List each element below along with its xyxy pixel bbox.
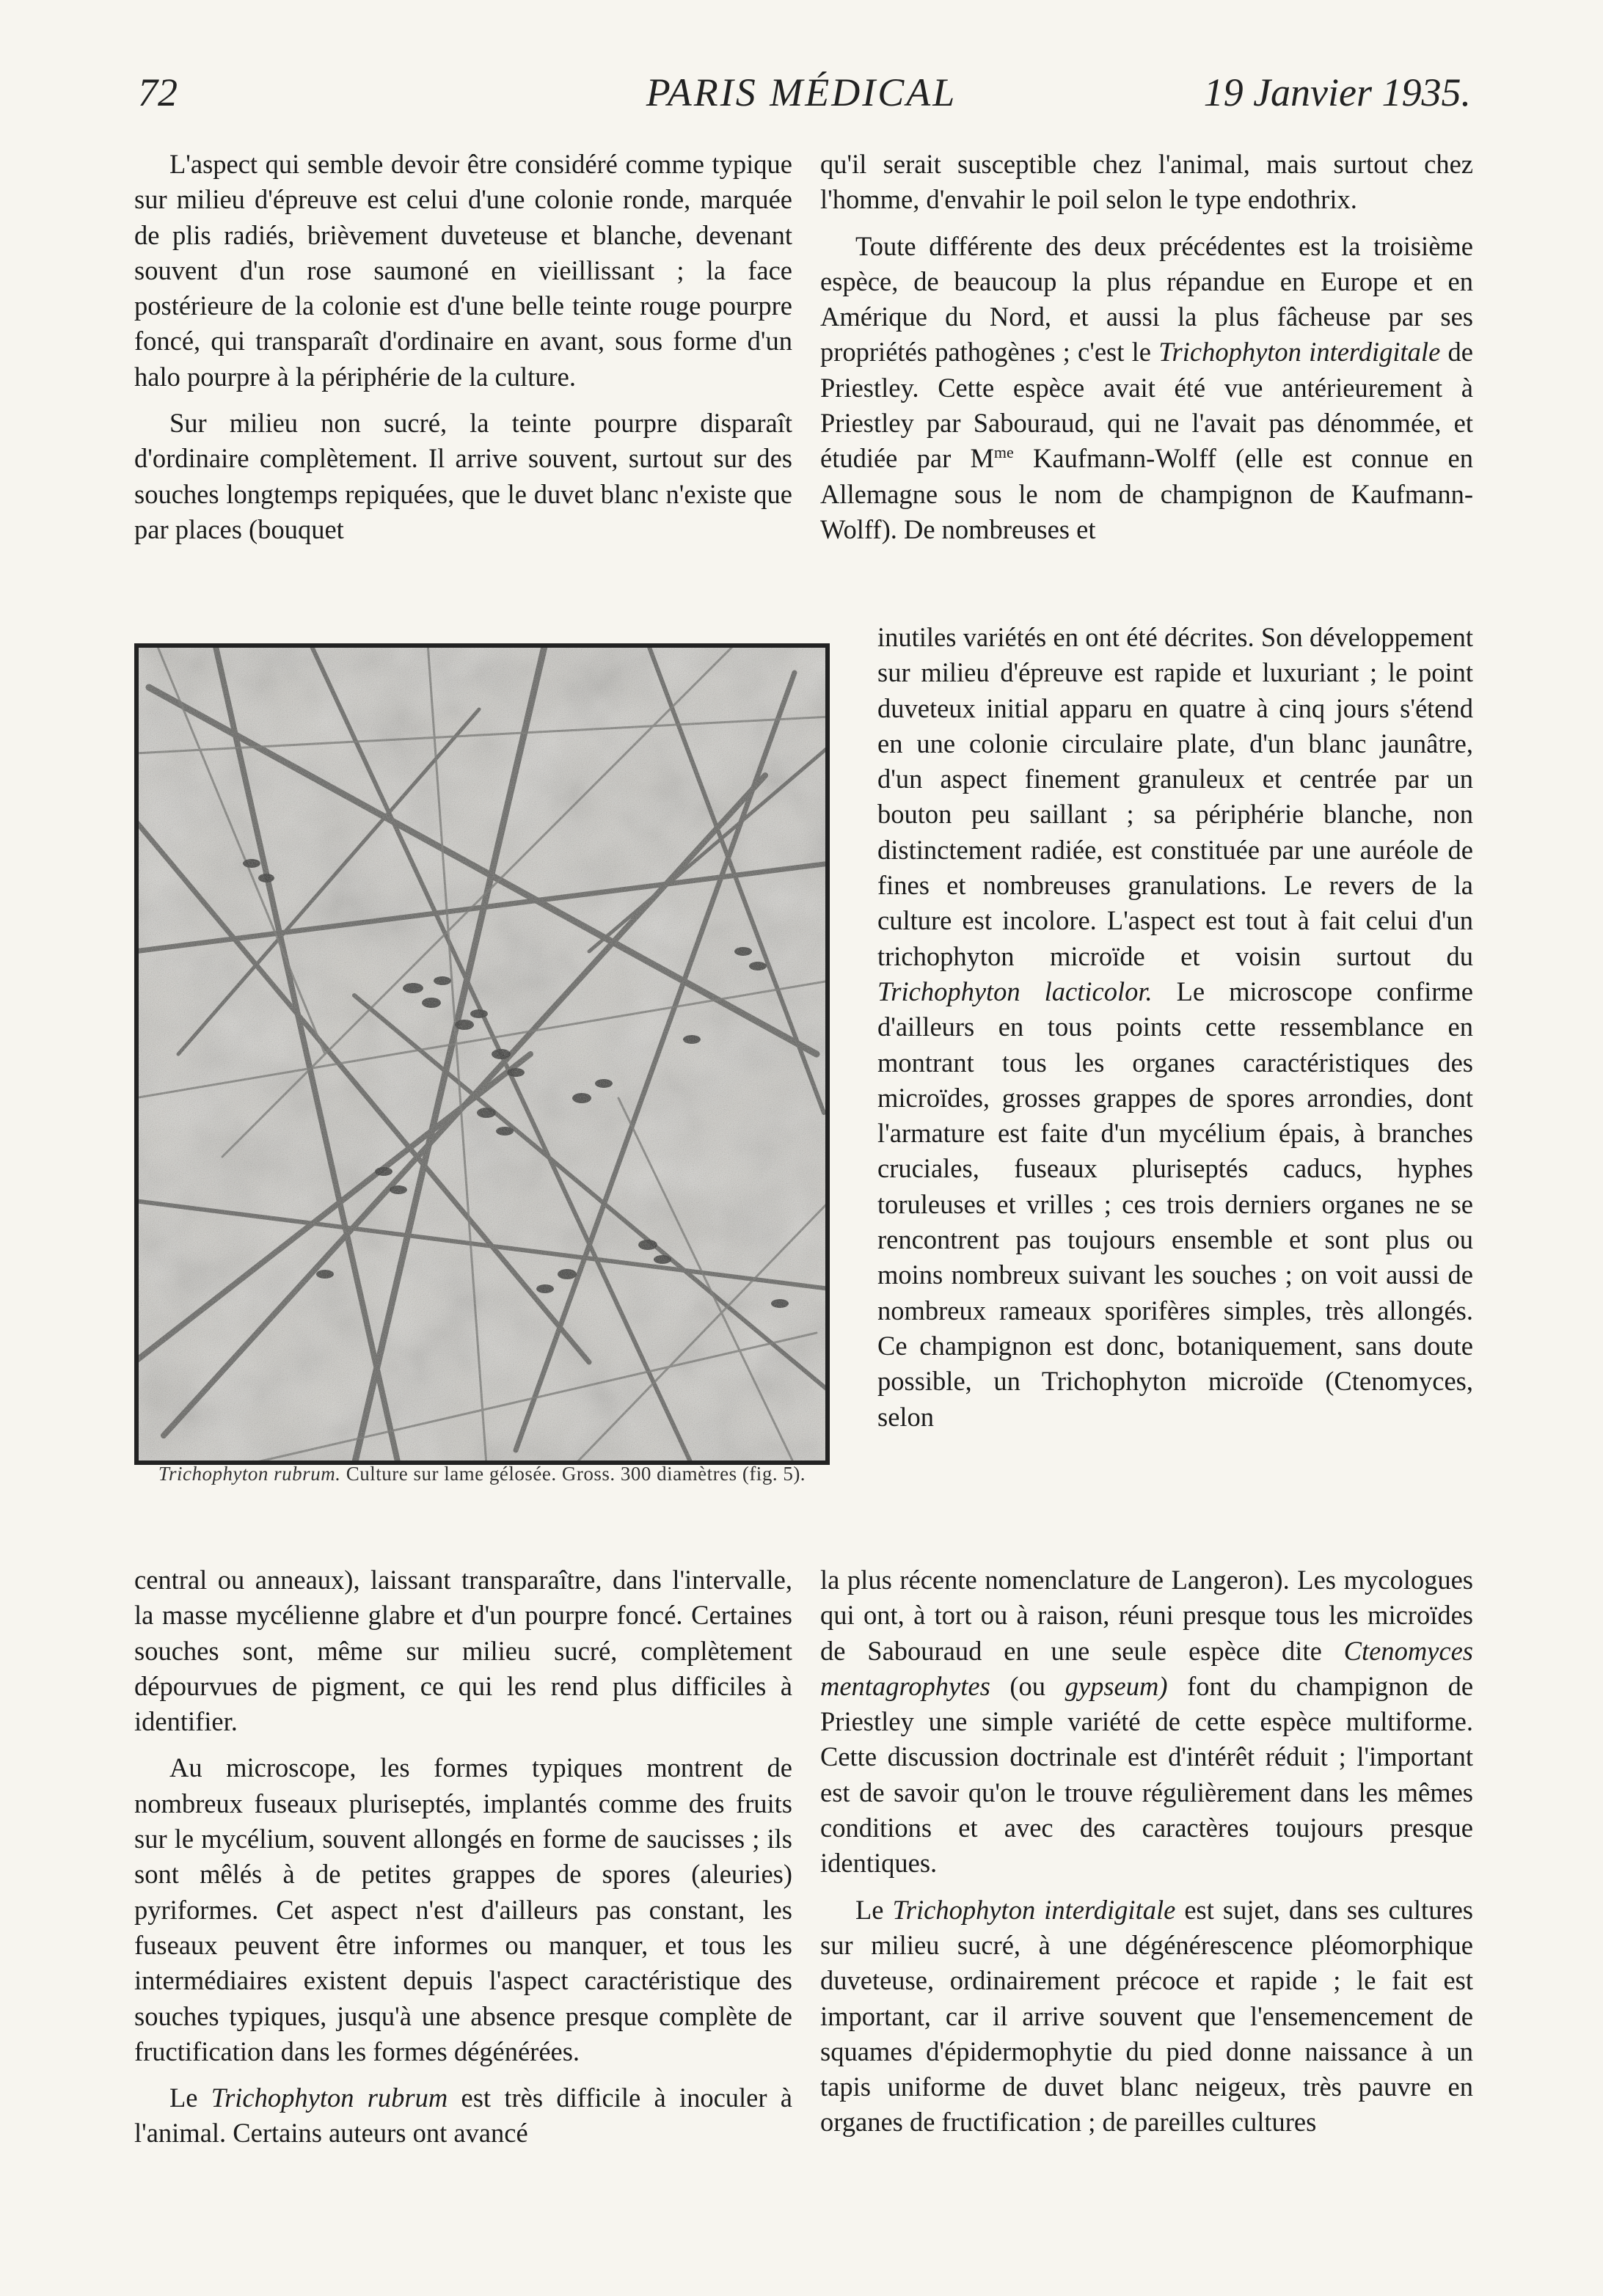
species-name: Trichophyton interdigitale	[1158, 337, 1441, 368]
paragraph: L'aspect qui semble devoir être considéré comme typique sur milieu d'épreuve est celui d'une colonie ronde, marquée de plis radiés, brièvement duveteuse et blanche, devenant souvent d'un rose saumoné en vieillissant ; la face postérieure de la colonie est d'une belle teinte rouge pourpre foncé, qui transparaît d'ordinaire en avant, sous forme d'un halo pourpre à la périphérie de la culture.	[134, 149, 792, 392]
right-column-top	[820, 147, 1473, 547]
micrograph-image	[134, 643, 830, 1465]
paragraph: qu'il serait susceptible chez l'animal, mais surtout chez l'homme, d'envahir le poil selon le type endothrix.	[820, 149, 1473, 215]
species-name: Trichophyton lacticolor.	[877, 976, 1153, 1006]
running-header	[0, 70, 1603, 136]
species-name: gypseum)	[1065, 1670, 1168, 1701]
text-run: la plus récente nomenclature de Langeron). Les mycologues qui ont, à tort ou à raison, réuni presque tous les microïdes de Sabouraud en une seule espèce dite	[820, 1565, 1473, 1666]
left-column-top	[134, 147, 792, 547]
left-column-bottom	[134, 1562, 792, 2151]
paragraph: Au microscope, les formes typiques montrent de nombreux fuseaux pluriseptés, implantés comme des fruits sur le mycélium, souvent allongés en forme de saucisses ; ils sont mêlés à de petites grappes de spores (aleuries) pyriformes. Cet aspect n'est d'ailleurs pas constant, les fuseaux peuvent être informes ou manquer, et tous les intermédiaires existent depuis l'aspect caractéristique des souches typiques, jusqu'à une absence presque complète de fructification dans les formes dégénérées.	[134, 1752, 792, 2066]
journal-title: PARIS MÉDICAL	[646, 70, 957, 114]
figure-micrograph	[134, 643, 830, 1494]
superscript: me	[993, 443, 1014, 462]
text-run: (ou	[1009, 1670, 1046, 1701]
text-run: de Priestley. Cette espèce avait été vue antérieurement à Priestley par Sabouraud, qui ne l'avait pas dénommée, et étudiée par M	[820, 337, 1473, 474]
text-run: font du champignon de Priestley une simple variété de cette espèce multiforme. Cette discussion doctrinale est d'intérêt réduit ; l'important est de savoir qu'on le trouve régulièrement dans les mêmes conditions et avec des caractères toujours presque identiques.	[820, 1670, 1474, 1879]
figure-caption	[134, 1461, 830, 1487]
paragraph	[820, 1562, 1473, 1882]
paragraph: Sur milieu non sucré, la teinte pourpre disparaît d'ordinaire complètement. Il arrive souvent, surtout sur des souches longtemps repiquées, que le duvet blanc n'existe que par places (bouquet	[134, 408, 792, 544]
paragraph	[877, 620, 1473, 1435]
species-name: Trichophyton rubrum	[211, 2083, 448, 2113]
paragraph: central ou anneaux), laissant transparaître, dans l'intervalle, la masse mycélienne glabre et d'un pourpre foncé. Certaines souches sont, même sur milieu sucré, complètement dépourvues de pigment, ce qui les rend plus difficiles à identifier.	[134, 1565, 792, 1737]
text-run: Kaufmann-Wolff (elle est connue en Allemagne sous le nom de champignon de Kaufmann-Wolff). De nombreuses et	[820, 443, 1473, 544]
paragraph	[820, 1893, 1473, 2140]
text-run: Le	[855, 1894, 884, 1925]
species-name: Trichophyton interdigitale	[892, 1894, 1176, 1925]
paragraph	[820, 229, 1473, 548]
text-run: Le microscope confirme d'ailleurs en tous points cette ressemblance en montrant tous les organes caractéristiques des microïdes, grosses grappes de spores arrondies, dont l'armature est faite d'un mycélium épais, à branches cruciales, fuseaux pluriseptés caducs, hyphes toruleuses et vrilles ; ces trois derniers organes ne se rencontrent pas toujours ensemble et sont plus ou moins nombreux suivant les souches ; on voit aussi de nombreux rameaux sporifères simples, très allongés. Ce champignon est donc, botaniquement, sans doute possible, un Trichophyton microïde (Ctenomyces, selon	[877, 976, 1474, 1432]
text-run: inutiles variétés en ont été décrites. Son développement sur milieu d'épreuve est rapide et luxuriant ; le point duveteux initial apparu en quatre à cinq jours s'étend en une colonie circulaire plate, d'un blanc jaunâtre, d'un aspect finement granuleux et centrée par un bouton peu saillant ; sa périphérie blanche, non distinctement radiée, est constituée par une auréole de fines et nombreuses granulations. Le revers de la culture est incolore. L'aspect est tout à fait celui d'un trichophyton microïde et voisin surtout du	[877, 622, 1473, 971]
issue-date: 19 Janvier 1935.	[1203, 70, 1471, 114]
caption-text: Culture sur lame gélosée. Gross. 300 diamètres (fig. 5).	[346, 1463, 806, 1485]
text-run: est sujet, dans ses cultures sur milieu sucré, à une dégénérescence pléomorphique duveteuse, ordinairement précoce et rapide ; le fait est important, car il arrive souvent que l'ensemencement de squames d'épidermophytie du pied donne naissance à un tapis uniforme de duvet blanc neigeux, très pauvre en organes de fructification ; de pareilles cultures	[820, 1894, 1474, 2138]
text-run: Le	[169, 2083, 198, 2113]
text-run: est très difficile à inoculer à l'animal. Certains auteurs ont avancé	[134, 2083, 792, 2149]
species-name: Ctenomyces mentagrophytes	[820, 1635, 1473, 1701]
caption-species: Trichophyton rubrum.	[158, 1463, 341, 1485]
text-run: Toute différente des deux précédentes est la troisième espèce, de beaucoup la plus répandue en Europe et en Amérique du Nord, et aussi la plus fâcheuse par ses propriétés pathogènes ; c'est le	[820, 230, 1473, 368]
page-number: 72	[138, 70, 178, 114]
right-column-wrap	[877, 620, 1473, 1435]
paragraph	[134, 2080, 792, 2151]
right-column-bottom	[820, 1562, 1473, 2140]
